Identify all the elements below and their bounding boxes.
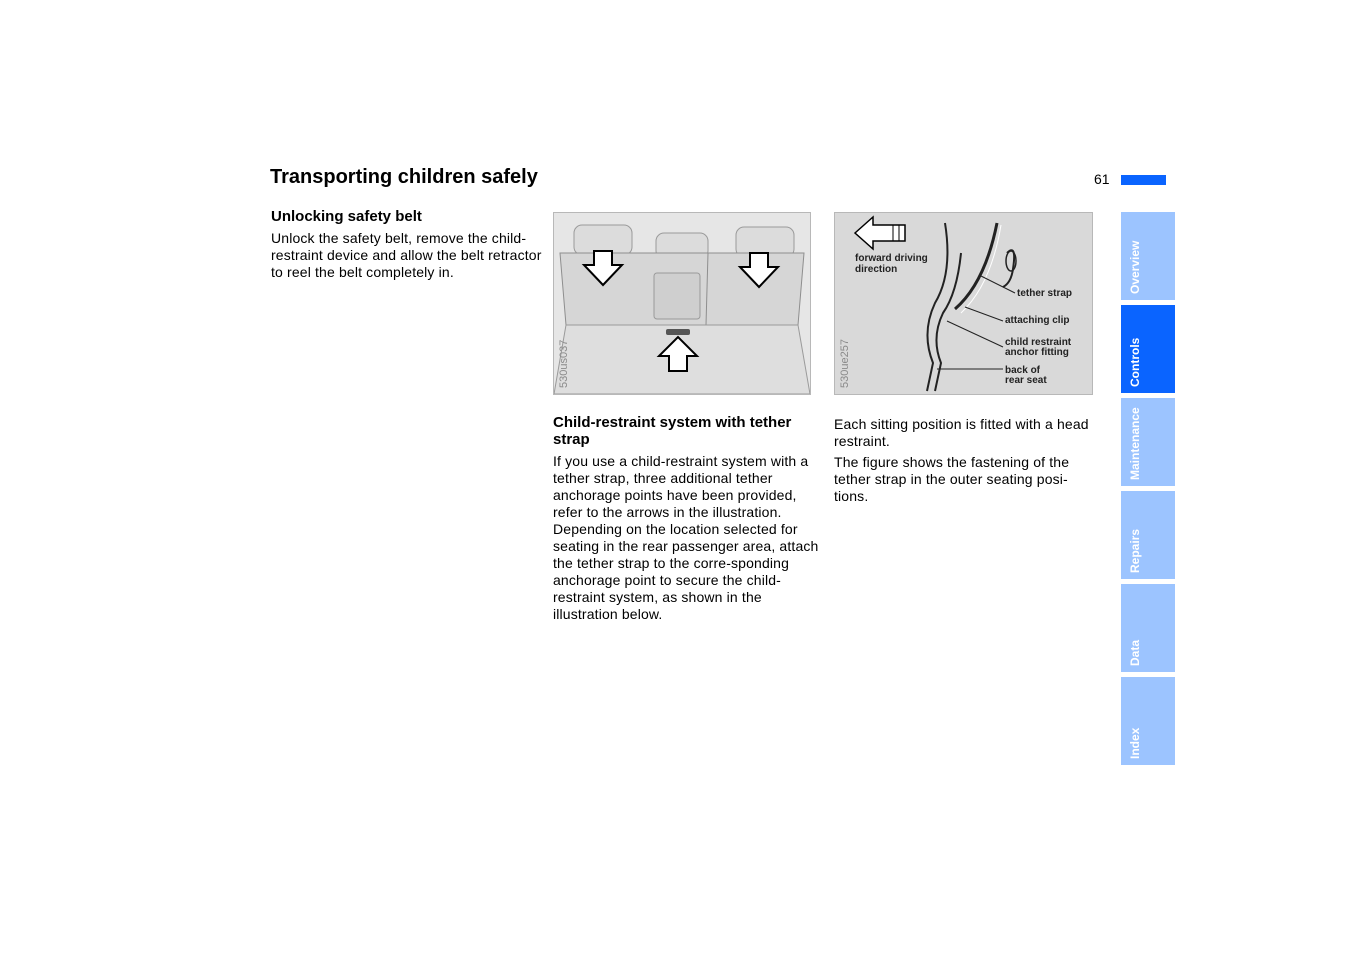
tab-controls[interactable] [1121, 305, 1175, 393]
tab-label: Index [1128, 727, 1142, 759]
label-forward-line2: direction [855, 264, 898, 275]
label-anchor-line1: child restraint [1005, 337, 1072, 348]
tab-repairs[interactable] [1121, 491, 1175, 579]
figure-tether-strap [834, 212, 1093, 395]
tab-index[interactable] [1121, 677, 1175, 765]
page-title: Transporting children safely [270, 166, 538, 188]
tab-label: Data [1128, 639, 1142, 666]
section-body-tether: If you use a child-restraint system with a tether strap, three additional tether anchorage points have been provided, refer to the arrows in the illustration. Depending on the location selected for seating in the rear passenger area, attach the tether strap to the corre-sponding anchorage point to secure the child-restraint system, as shown in the illustration below. [553, 453, 819, 622]
tether-strap-illustration [835, 213, 1092, 394]
rear-seat-illustration [554, 213, 810, 394]
figure-code: 530us037 [558, 339, 570, 388]
section-heading-unlocking: Unlocking safety belt [271, 208, 422, 225]
page-marker-bar [1121, 175, 1166, 185]
tab-label: Repairs [1128, 528, 1142, 573]
figure-rear-seat-anchorages [553, 212, 811, 395]
label-forward-line1: forward driving [855, 253, 928, 264]
section-heading-tether: Child-restraint system with tether strap [553, 414, 792, 448]
label-attaching-clip: attaching clip [1005, 315, 1070, 326]
paragraph-head-restraint: Each sitting position is fitted with a head restraint. [834, 416, 1089, 449]
tab-label: Overview [1128, 240, 1142, 294]
paragraph-figure-description: The figure shows the fastening of the tether strap in the outer seating posi-tions. [834, 454, 1070, 504]
label-seat-line1: back of [1005, 365, 1041, 376]
label-seat-line2: rear seat [1005, 375, 1047, 386]
page-number: 61 [1094, 171, 1110, 187]
tab-overview[interactable] [1121, 212, 1175, 300]
section-body-unlocking: Unlock the safety belt, remove the child-restraint device and allow the belt retractor to reel the belt completely in. [271, 230, 542, 280]
figure-code: 530ue257 [839, 339, 851, 388]
tab-maintenance[interactable] [1121, 398, 1175, 486]
label-anchor-line2: anchor fitting [1005, 347, 1069, 358]
tab-label: Controls [1128, 337, 1142, 387]
label-tether-strap: tether strap [1017, 288, 1073, 299]
tab-label: Maintenance [1128, 407, 1142, 480]
tab-data[interactable] [1121, 584, 1175, 672]
